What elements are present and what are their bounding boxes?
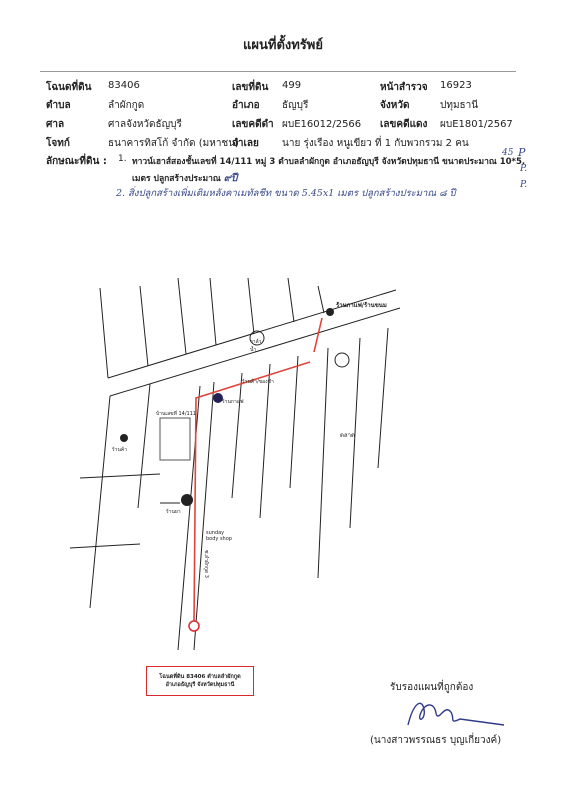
target-pin-icon xyxy=(189,621,199,631)
house-cluster-icon xyxy=(160,418,190,460)
map-label-body-shop: sunday body shop xyxy=(206,530,232,542)
map-label-valve: วาล์ว น้ำ xyxy=(250,339,262,353)
certify-text: รับรองแผนที่ถูกต้อง xyxy=(390,682,474,693)
land-no-value: 499 xyxy=(282,80,302,91)
defendant-value: นาย รุ่งเรือง หนูเขียว ที่ 1 กับพวกรวม 2 คน xyxy=(282,138,469,149)
tambon-label: ตำบล xyxy=(46,100,71,111)
map-label-pharmacy: ร้านยา xyxy=(166,509,181,515)
scooter-icon xyxy=(120,434,128,442)
signer-name: (นางสาวพรรณธร บุญเกี่ยวงค์) xyxy=(370,735,502,746)
province-value: ปทุมธานี xyxy=(440,100,479,111)
item1-years-handwritten: ๙ปี xyxy=(223,173,238,184)
route-line-north xyxy=(314,318,322,352)
court-value: ศาลจังหวัดธัญบุรี xyxy=(108,119,182,130)
case-black-label: เลขคดีดำ xyxy=(232,119,274,130)
item1-line1: ทาวน์เฮาส์สองชั้นเลขที่ 14/111 หมู่ 3 ตำบลลำผักกูด อำเภอธัญบุรี จังหวัดปทุมธานี ขนาดประมาณ 10*5. xyxy=(132,157,526,167)
province-label: จังหวัด xyxy=(380,100,410,111)
map-label-cafe: ร้านกาแฟ xyxy=(222,399,244,405)
item1-number: 1. xyxy=(118,154,127,164)
case-black-value: ผบE16012/2566 xyxy=(282,119,362,130)
land-no-label: เลขที่ดิน xyxy=(232,82,269,93)
case-red-value: ผบE1801/2567 xyxy=(440,119,513,130)
map-label-shop: ร้านค้า/ของชำ xyxy=(242,379,274,385)
amphoe-label: อำเภอ xyxy=(232,100,260,111)
amphoe-value: ธัญบุรี xyxy=(282,100,309,111)
parcel-lines-north xyxy=(100,278,324,378)
map-label-market: ตลาด xyxy=(340,432,355,439)
map-label-left-shop: ร้านค้า xyxy=(112,447,128,453)
route-line xyxy=(194,362,310,623)
school-icon xyxy=(326,308,334,316)
parcel-lines-south xyxy=(70,328,388,608)
court-label: ศาล xyxy=(46,119,65,130)
item2-handwritten: 2. สิ่งปลูกสร้างเพิ่มเติมหลังคาเมทัลชีท ขนาด 5.45x1 เมตร ปลูกสร้างประมาณ ๘ ปี xyxy=(116,188,456,199)
deed-value: 83406 xyxy=(108,80,140,91)
target-label-box xyxy=(146,666,254,696)
survey-label: หน้าสำรวจ xyxy=(380,82,428,93)
map-label-road: ซ.ลำผักกูด 3 xyxy=(202,550,209,578)
target-label-line1: โฉนดที่ดิน 83406 ตำบลลำผักกูด xyxy=(159,674,241,680)
feature-label: ลักษณะที่ดิน : xyxy=(46,156,107,167)
handwritten-signature xyxy=(400,695,510,735)
initial-mark-3: P. xyxy=(520,180,528,190)
item1-line2: เมตร ปลูกสร้างประมาณ ๙ปี xyxy=(132,173,238,184)
initial-mark-1: P xyxy=(518,146,526,159)
defendant-label: จำเลย xyxy=(232,138,259,149)
top-divider xyxy=(40,71,516,72)
case-red-label: เลขคดีแดง xyxy=(380,119,428,130)
page-title: แผนที่ตั้งทรัพย์ xyxy=(243,38,323,53)
plaintiff-value: ธนาคารทิสโก้ จำกัด (มหาชน) xyxy=(108,138,239,149)
map-label-top-shop: ร้านกาแฟ/ร้านขนม xyxy=(336,302,387,309)
person-icon xyxy=(335,353,349,367)
market-icon xyxy=(181,494,193,506)
map-label-house: บ้านเลขที่ 14/111 xyxy=(156,411,197,417)
plaintiff-label: โจทก์ xyxy=(46,138,70,149)
deed-label: โฉนดที่ดิน xyxy=(46,82,92,93)
initial-mark-2: P. xyxy=(520,164,528,174)
tambon-value: ลำผักกูด xyxy=(108,100,145,111)
survey-value: 16923 xyxy=(440,80,472,91)
item1-margin-note: 45 xyxy=(502,148,514,158)
target-label-line2: อำเภอธัญบุรี จังหวัดปทุมธานี xyxy=(165,682,235,688)
